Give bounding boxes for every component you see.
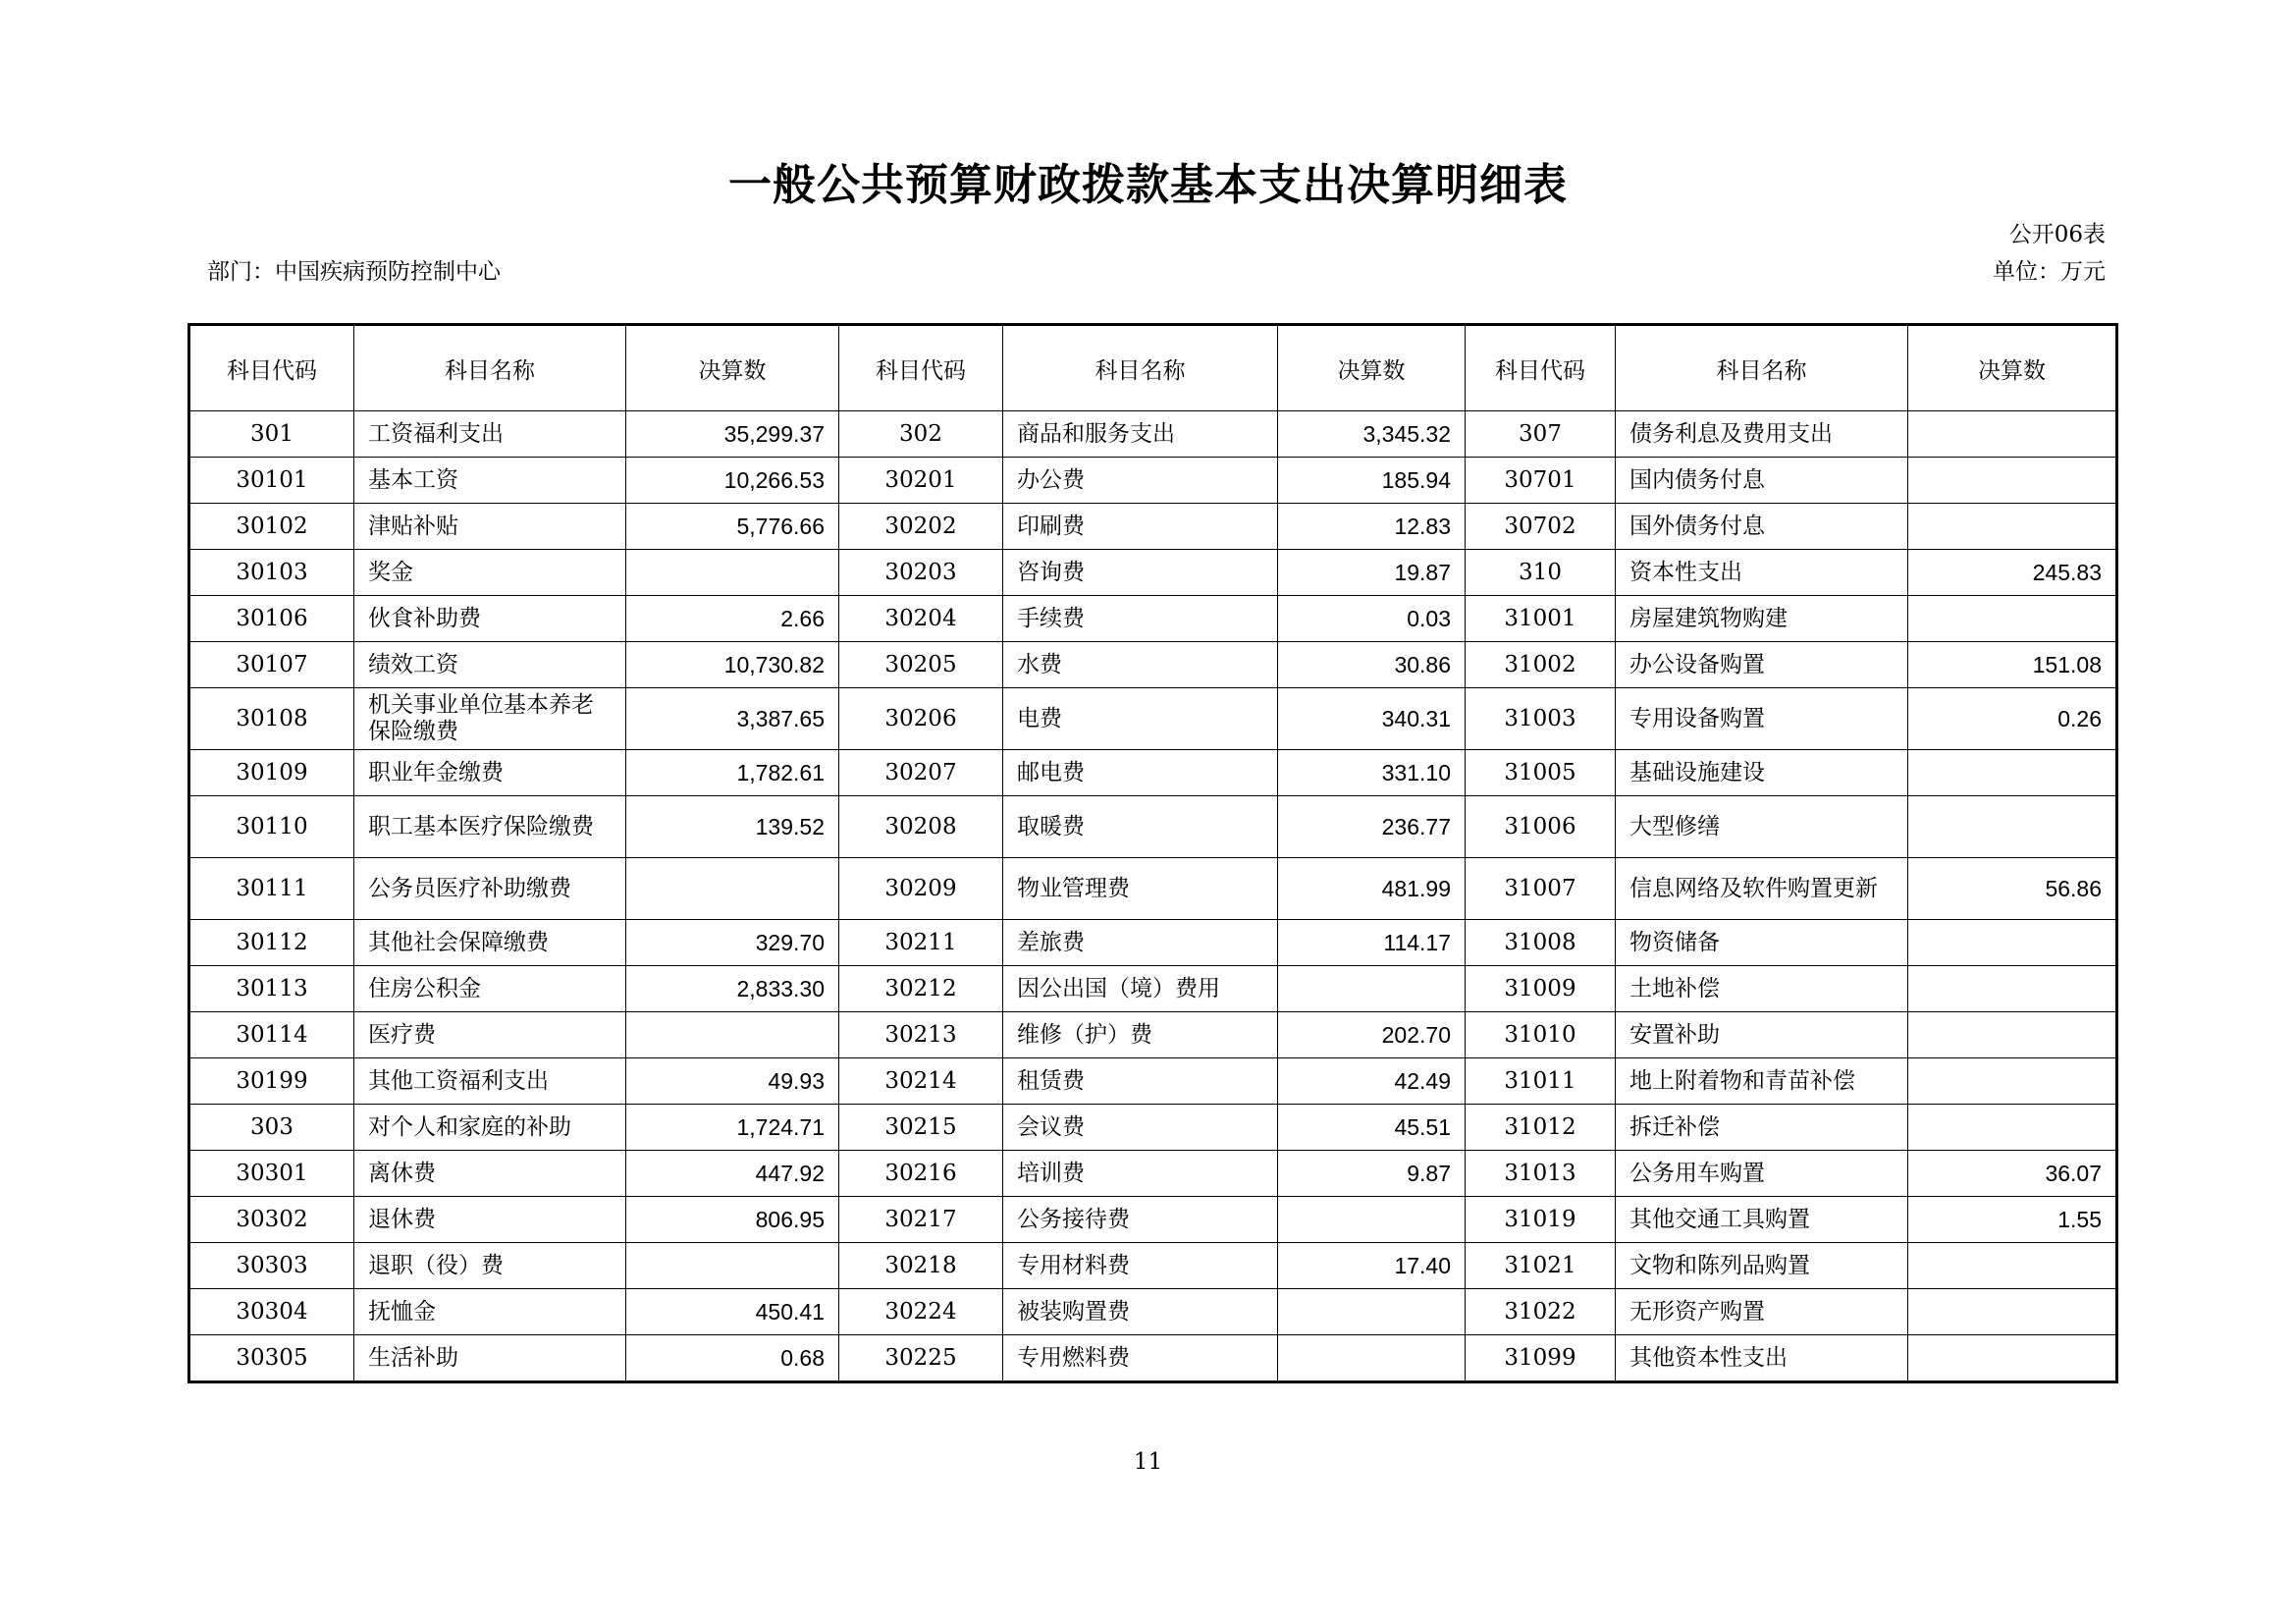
subject-code-cell: 31005 — [1466, 750, 1616, 796]
amount-cell: 49.93 — [626, 1058, 839, 1105]
table-row — [189, 966, 2117, 1012]
amount-cell: 139.52 — [626, 796, 839, 858]
subject-code-cell: 30701 — [1466, 458, 1616, 504]
amount-cell: 1.55 — [1908, 1197, 2117, 1243]
amount-cell: 1,782.61 — [626, 750, 839, 796]
subject-code-cell: 30218 — [839, 1243, 1003, 1289]
subject-code-cell: 307 — [1466, 411, 1616, 458]
header-cell: 科目名称 — [1616, 325, 1908, 411]
table-row — [189, 504, 2117, 550]
subject-code-cell: 30103 — [189, 550, 354, 596]
subject-code-cell: 31013 — [1466, 1151, 1616, 1197]
header-cell: 科目名称 — [1003, 325, 1278, 411]
amount-cell: 10,730.82 — [626, 642, 839, 688]
subject-name-cell: 专用燃料费 — [1003, 1335, 1278, 1382]
table-row — [189, 920, 2117, 966]
amount-cell — [1908, 750, 2117, 796]
subject-code-cell: 31021 — [1466, 1243, 1616, 1289]
amount-cell — [1908, 920, 2117, 966]
amount-cell: 245.83 — [1908, 550, 2117, 596]
table-row — [189, 596, 2117, 642]
subject-code-cell: 30302 — [189, 1197, 354, 1243]
amount-cell: 329.70 — [626, 920, 839, 966]
subject-code-cell: 31010 — [1466, 1012, 1616, 1058]
subject-code-cell: 31006 — [1466, 796, 1616, 858]
subject-code-cell: 30702 — [1466, 504, 1616, 550]
subject-code-cell: 30225 — [839, 1335, 1003, 1382]
table-row — [189, 1197, 2117, 1243]
subject-name-cell: 物业管理费 — [1003, 858, 1278, 920]
subject-code-cell: 30101 — [189, 458, 354, 504]
subject-name-cell: 被装购置费 — [1003, 1289, 1278, 1335]
subject-name-cell: 地上附着物和青苗补偿 — [1616, 1058, 1908, 1105]
subject-name-cell: 大型修缮 — [1616, 796, 1908, 858]
amount-cell — [1278, 1197, 1466, 1243]
subject-name-cell: 办公设备购置 — [1616, 642, 1908, 688]
amount-cell — [626, 1243, 839, 1289]
amount-cell — [1278, 1289, 1466, 1335]
header-cell: 科目代码 — [189, 325, 354, 411]
amount-cell: 30.86 — [1278, 642, 1466, 688]
subject-code-cell: 30201 — [839, 458, 1003, 504]
subject-name-cell: 国外债务付息 — [1616, 504, 1908, 550]
subject-name-cell: 退职（役）费 — [354, 1243, 626, 1289]
table-row — [189, 688, 2117, 750]
subject-code-cell: 30107 — [189, 642, 354, 688]
amount-cell — [1278, 966, 1466, 1012]
amount-cell: 151.08 — [1908, 642, 2117, 688]
subject-code-cell: 30199 — [189, 1058, 354, 1105]
subject-name-cell: 差旅费 — [1003, 920, 1278, 966]
subject-code-cell: 30102 — [189, 504, 354, 550]
subject-name-cell: 津贴补贴 — [354, 504, 626, 550]
subject-name-cell: 奖金 — [354, 550, 626, 596]
subject-name-cell: 其他资本性支出 — [1616, 1335, 1908, 1382]
amount-cell — [1908, 796, 2117, 858]
amount-cell: 2,833.30 — [626, 966, 839, 1012]
table-row — [189, 1151, 2117, 1197]
subject-code-cell: 30211 — [839, 920, 1003, 966]
table-row — [189, 1335, 2117, 1382]
subject-name-cell: 机关事业单位基本养老保险缴费 — [354, 688, 626, 750]
amount-cell: 2.66 — [626, 596, 839, 642]
amount-cell — [1908, 1243, 2117, 1289]
amount-cell: 1,724.71 — [626, 1105, 839, 1151]
amount-cell — [1908, 411, 2117, 458]
subject-code-cell: 301 — [189, 411, 354, 458]
subject-name-cell: 公务接待费 — [1003, 1197, 1278, 1243]
subject-name-cell: 工资福利支出 — [354, 411, 626, 458]
subject-name-cell: 无形资产购置 — [1616, 1289, 1908, 1335]
subject-name-cell: 维修（护）费 — [1003, 1012, 1278, 1058]
subject-name-cell: 医疗费 — [354, 1012, 626, 1058]
amount-cell: 3,387.65 — [626, 688, 839, 750]
subject-code-cell: 30112 — [189, 920, 354, 966]
subject-name-cell: 专用材料费 — [1003, 1243, 1278, 1289]
subject-name-cell: 基本工资 — [354, 458, 626, 504]
subject-code-cell: 30303 — [189, 1243, 354, 1289]
subject-code-cell: 31009 — [1466, 966, 1616, 1012]
subject-name-cell: 电费 — [1003, 688, 1278, 750]
amount-cell: 3,345.32 — [1278, 411, 1466, 458]
subject-code-cell: 30204 — [839, 596, 1003, 642]
amount-cell — [1908, 1012, 2117, 1058]
table-row — [189, 550, 2117, 596]
subject-code-cell: 30209 — [839, 858, 1003, 920]
amount-cell — [1908, 1335, 2117, 1382]
amount-cell: 447.92 — [626, 1151, 839, 1197]
subject-name-cell: 其他交通工具购置 — [1616, 1197, 1908, 1243]
subject-name-cell: 印刷费 — [1003, 504, 1278, 550]
table-row — [189, 1289, 2117, 1335]
amount-cell — [1908, 458, 2117, 504]
subject-code-cell: 30216 — [839, 1151, 1003, 1197]
amount-cell: 0.03 — [1278, 596, 1466, 642]
table-row — [189, 411, 2117, 458]
subject-name-cell: 培训费 — [1003, 1151, 1278, 1197]
subject-code-cell: 30224 — [839, 1289, 1003, 1335]
amount-cell — [1278, 1335, 1466, 1382]
header-cell: 科目代码 — [1466, 325, 1616, 411]
department-label: 部门：中国疾病预防控制中心 — [207, 259, 501, 285]
subject-code-cell: 310 — [1466, 550, 1616, 596]
amount-cell — [1908, 966, 2117, 1012]
table-row — [189, 796, 2117, 858]
subject-name-cell: 其他社会保障缴费 — [354, 920, 626, 966]
amount-cell: 10,266.53 — [626, 458, 839, 504]
subject-code-cell: 303 — [189, 1105, 354, 1151]
subject-code-cell: 31003 — [1466, 688, 1616, 750]
page-number: 11 — [1133, 1449, 1163, 1475]
subject-name-cell: 房屋建筑物购建 — [1616, 596, 1908, 642]
amount-cell: 331.10 — [1278, 750, 1466, 796]
subject-name-cell: 抚恤金 — [354, 1289, 626, 1335]
table-row — [189, 1012, 2117, 1058]
amount-cell: 185.94 — [1278, 458, 1466, 504]
subject-code-cell: 30208 — [839, 796, 1003, 858]
subject-code-cell: 30215 — [839, 1105, 1003, 1151]
header-cell: 决算数 — [1278, 325, 1466, 411]
table-row — [189, 858, 2117, 920]
amount-cell: 340.31 — [1278, 688, 1466, 750]
amount-cell: 36.07 — [1908, 1151, 2117, 1197]
subject-name-cell: 土地补偿 — [1616, 966, 1908, 1012]
amount-cell: 19.87 — [1278, 550, 1466, 596]
subject-code-cell: 31007 — [1466, 858, 1616, 920]
amount-cell: 236.77 — [1278, 796, 1466, 858]
subject-name-cell: 债务利息及费用支出 — [1616, 411, 1908, 458]
subject-name-cell: 物资储备 — [1616, 920, 1908, 966]
subject-code-cell: 31022 — [1466, 1289, 1616, 1335]
subject-name-cell: 水费 — [1003, 642, 1278, 688]
subject-name-cell: 资本性支出 — [1616, 550, 1908, 596]
table-row — [189, 1105, 2117, 1151]
amount-cell: 12.83 — [1278, 504, 1466, 550]
subject-name-cell: 手续费 — [1003, 596, 1278, 642]
subject-code-cell: 30108 — [189, 688, 354, 750]
amount-cell — [1908, 1058, 2117, 1105]
header-cell: 科目代码 — [839, 325, 1003, 411]
form-number: 公开06表 — [2008, 222, 2106, 247]
header-cell: 科目名称 — [354, 325, 626, 411]
subject-code-cell: 31002 — [1466, 642, 1616, 688]
subject-name-cell: 商品和服务支出 — [1003, 411, 1278, 458]
subject-code-cell: 30301 — [189, 1151, 354, 1197]
subject-name-cell: 会议费 — [1003, 1105, 1278, 1151]
amount-cell: 114.17 — [1278, 920, 1466, 966]
subject-name-cell: 因公出国（境）费用 — [1003, 966, 1278, 1012]
subject-name-cell: 绩效工资 — [354, 642, 626, 688]
table-row — [189, 458, 2117, 504]
subject-name-cell: 取暖费 — [1003, 796, 1278, 858]
amount-cell — [1908, 1105, 2117, 1151]
subject-code-cell: 30202 — [839, 504, 1003, 550]
subject-code-cell: 30111 — [189, 858, 354, 920]
subject-name-cell: 安置补助 — [1616, 1012, 1908, 1058]
amount-cell: 5,776.66 — [626, 504, 839, 550]
subject-code-cell: 30213 — [839, 1012, 1003, 1058]
table-row — [189, 1058, 2117, 1105]
subject-code-cell: 30214 — [839, 1058, 1003, 1105]
subject-code-cell: 30207 — [839, 750, 1003, 796]
subject-code-cell: 31011 — [1466, 1058, 1616, 1105]
subject-name-cell: 租赁费 — [1003, 1058, 1278, 1105]
subject-code-cell: 30304 — [189, 1289, 354, 1335]
subject-code-cell: 30106 — [189, 596, 354, 642]
amount-cell — [1908, 504, 2117, 550]
amount-cell: 202.70 — [1278, 1012, 1466, 1058]
subject-code-cell: 30113 — [189, 966, 354, 1012]
subject-code-cell: 30203 — [839, 550, 1003, 596]
subject-name-cell: 文物和陈列品购置 — [1616, 1243, 1908, 1289]
amount-cell: 56.86 — [1908, 858, 2117, 920]
amount-cell — [626, 858, 839, 920]
header-cell: 决算数 — [626, 325, 839, 411]
subject-code-cell: 30109 — [189, 750, 354, 796]
subject-name-cell: 拆迁补偿 — [1616, 1105, 1908, 1151]
subject-code-cell: 30205 — [839, 642, 1003, 688]
subject-name-cell: 伙食补助费 — [354, 596, 626, 642]
amount-cell: 0.68 — [626, 1335, 839, 1382]
subject-code-cell: 30114 — [189, 1012, 354, 1058]
table-row — [189, 642, 2117, 688]
subject-name-cell: 离休费 — [354, 1151, 626, 1197]
table-header-row — [189, 325, 2117, 411]
amount-cell — [626, 1012, 839, 1058]
table-body — [189, 411, 2117, 1382]
subject-code-cell: 31019 — [1466, 1197, 1616, 1243]
subject-name-cell: 基础设施建设 — [1616, 750, 1908, 796]
expenditure-table — [187, 323, 2118, 1383]
subject-name-cell: 邮电费 — [1003, 750, 1278, 796]
page-title: 一般公共预算财政拨款基本支出决算明细表 — [728, 160, 1568, 210]
header-cell: 决算数 — [1908, 325, 2117, 411]
subject-code-cell: 30217 — [839, 1197, 1003, 1243]
amount-cell: 0.26 — [1908, 688, 2117, 750]
amount-cell — [1908, 1289, 2117, 1335]
subject-name-cell: 其他工资福利支出 — [354, 1058, 626, 1105]
subject-code-cell: 30305 — [189, 1335, 354, 1382]
table-row — [189, 1243, 2117, 1289]
subject-name-cell: 住房公积金 — [354, 966, 626, 1012]
subject-name-cell: 职工基本医疗保险缴费 — [354, 796, 626, 858]
subject-name-cell: 信息网络及软件购置更新 — [1616, 858, 1908, 920]
amount-cell: 17.40 — [1278, 1243, 1466, 1289]
subject-code-cell: 30212 — [839, 966, 1003, 1012]
amount-cell: 450.41 — [626, 1289, 839, 1335]
subject-name-cell: 办公费 — [1003, 458, 1278, 504]
subject-code-cell: 302 — [839, 411, 1003, 458]
subject-code-cell: 31099 — [1466, 1335, 1616, 1382]
subject-name-cell: 国内债务付息 — [1616, 458, 1908, 504]
subject-name-cell: 生活补助 — [354, 1335, 626, 1382]
unit-label: 单位：万元 — [1993, 259, 2106, 285]
subject-name-cell: 对个人和家庭的补助 — [354, 1105, 626, 1151]
amount-cell — [1908, 596, 2117, 642]
subject-code-cell: 31012 — [1466, 1105, 1616, 1151]
amount-cell: 481.99 — [1278, 858, 1466, 920]
amount-cell: 45.51 — [1278, 1105, 1466, 1151]
subject-name-cell: 职业年金缴费 — [354, 750, 626, 796]
subject-name-cell: 退休费 — [354, 1197, 626, 1243]
amount-cell — [626, 550, 839, 596]
subject-code-cell: 30110 — [189, 796, 354, 858]
table-row — [189, 750, 2117, 796]
subject-code-cell: 31001 — [1466, 596, 1616, 642]
subject-name-cell: 咨询费 — [1003, 550, 1278, 596]
subject-name-cell: 公务员医疗补助缴费 — [354, 858, 626, 920]
subject-name-cell: 专用设备购置 — [1616, 688, 1908, 750]
amount-cell: 9.87 — [1278, 1151, 1466, 1197]
amount-cell: 806.95 — [626, 1197, 839, 1243]
subject-code-cell: 31008 — [1466, 920, 1616, 966]
amount-cell: 42.49 — [1278, 1058, 1466, 1105]
subject-name-cell: 公务用车购置 — [1616, 1151, 1908, 1197]
subject-code-cell: 30206 — [839, 688, 1003, 750]
amount-cell: 35,299.37 — [626, 411, 839, 458]
